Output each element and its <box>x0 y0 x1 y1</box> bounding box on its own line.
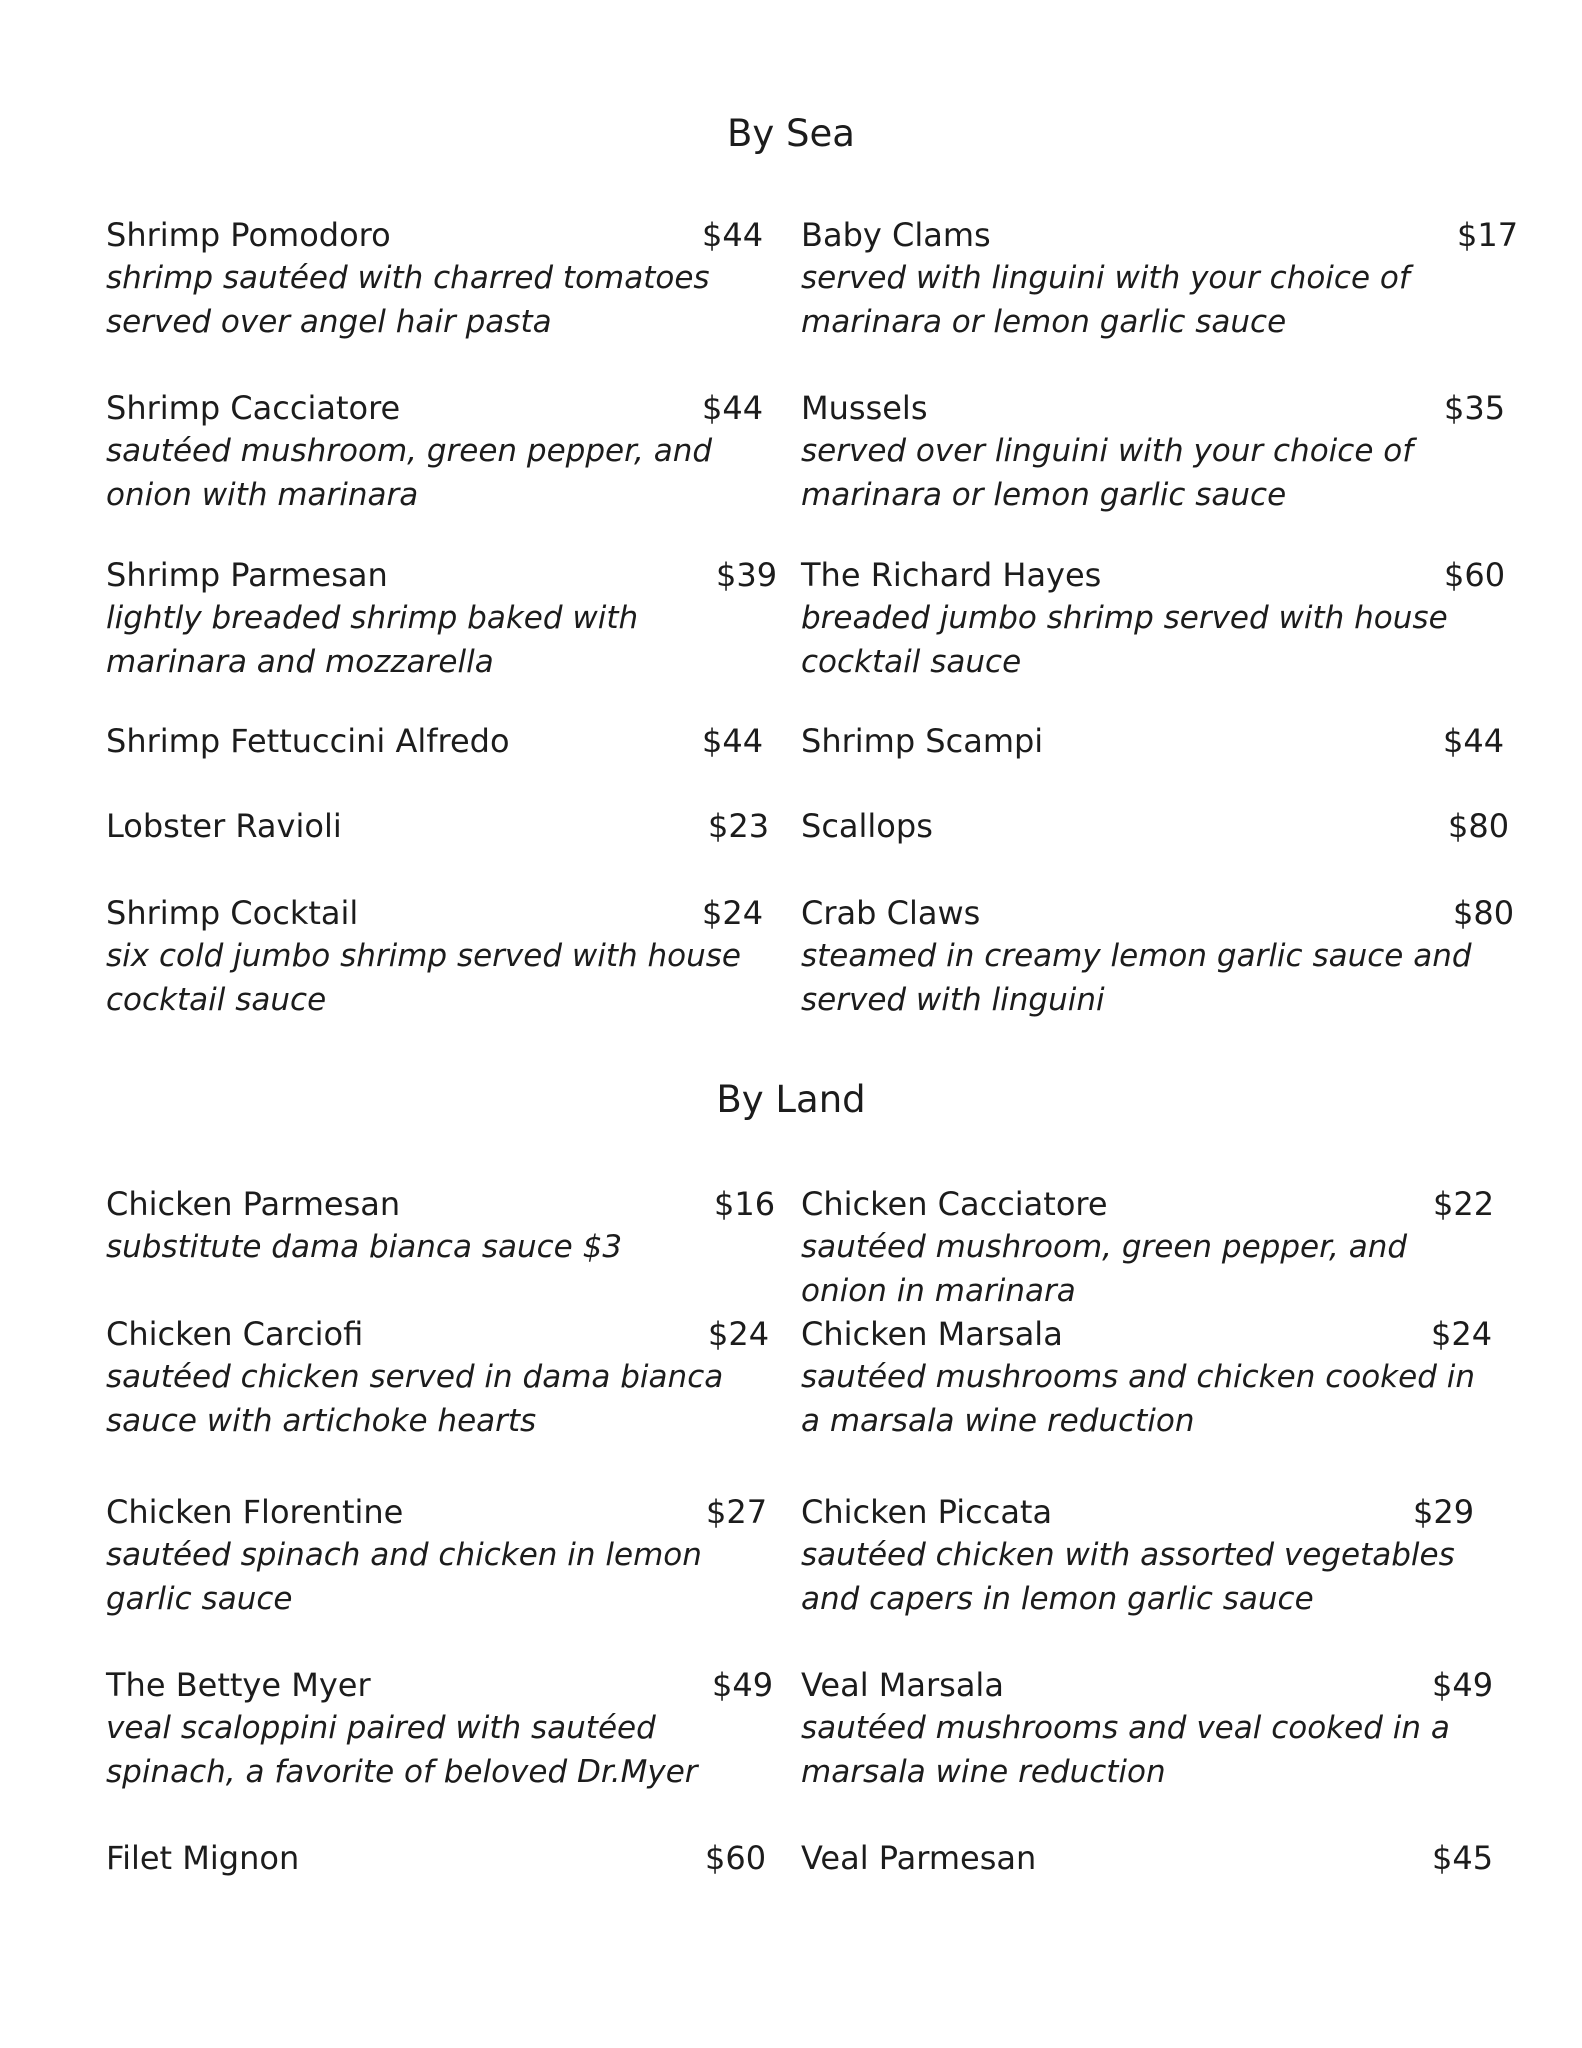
item-price: $80 <box>1448 807 1510 845</box>
menu-item-chicken-florentine <box>106 1490 796 1621</box>
menu-item-crab-claws <box>801 891 1515 1022</box>
item-name: Shrimp Parmesan <box>106 556 388 594</box>
item-price: $45 <box>1432 1839 1494 1877</box>
menu-item-veal-marsala <box>801 1663 1494 1794</box>
item-description: served with linguini <box>801 981 1105 1018</box>
item-name: Scallops <box>801 807 933 845</box>
item-name: Filet Mignon <box>106 1839 300 1877</box>
item-price: $35 <box>1444 389 1506 427</box>
item-description: breaded jumbo shrimp served with house <box>801 600 1448 636</box>
item-price: $16 <box>714 1185 776 1223</box>
item-name: Chicken Parmesan <box>106 1185 401 1223</box>
item-description: onion in marinara <box>801 1272 1076 1309</box>
item-description: shrimp sautéed with charred tomatoes <box>106 260 710 296</box>
item-name: Shrimp Pomodoro <box>106 216 391 254</box>
menu-item-scallops <box>801 804 1510 848</box>
menu-item-chicken-carciofi <box>106 1312 796 1443</box>
item-price: $39 <box>716 556 778 594</box>
item-description: a marsala wine reduction <box>801 1402 1195 1439</box>
menu-item-filet-mignon <box>106 1836 796 1880</box>
menu-item-chicken-marsala <box>801 1312 1491 1443</box>
item-name: Veal Parmesan <box>801 1839 1037 1877</box>
item-price: $60 <box>1444 556 1506 594</box>
menu-item-baby-clams <box>801 213 1519 344</box>
item-price: $49 <box>712 1666 774 1704</box>
item-description: sautéed mushroom, green pepper, and <box>801 1229 1408 1265</box>
item-price: $24 <box>702 894 764 932</box>
item-description: sautéed mushrooms and chicken cooked in <box>801 1359 1475 1395</box>
item-name: The Bettye Myer <box>106 1666 371 1704</box>
item-name: Baby Clams <box>801 216 991 254</box>
item-price: $29 <box>1413 1493 1475 1531</box>
item-description: substitute dama bianca sauce $3 <box>106 1229 623 1265</box>
item-description: sautéed mushrooms and veal cooked in a <box>801 1710 1450 1746</box>
item-name: Shrimp Cocktail <box>106 894 359 932</box>
item-name: Veal Marsala <box>801 1666 1004 1704</box>
item-price: $44 <box>702 722 764 760</box>
item-description: sautéed chicken with assorted vegetables <box>801 1537 1455 1573</box>
item-price: $23 <box>708 807 770 845</box>
item-name: Chicken Piccata <box>801 1493 1053 1531</box>
item-name: The Richard Hayes <box>801 556 1102 594</box>
item-description: cocktail sauce <box>801 643 1022 680</box>
item-description: six cold jumbo shrimp served with house <box>106 938 741 974</box>
item-price: $60 <box>705 1839 767 1877</box>
item-name: Shrimp Cacciatore <box>106 389 401 427</box>
item-name: Chicken Cacciatore <box>801 1185 1108 1223</box>
item-name: Mussels <box>801 389 928 427</box>
item-price: $80 <box>1453 894 1515 932</box>
item-description: marinara and mozzarella <box>106 643 494 680</box>
item-name: Shrimp Fettuccini Alfredo <box>106 722 510 760</box>
item-name: Lobster Ravioli <box>106 807 342 845</box>
menu-item-veal-parmesan <box>801 1836 1494 1880</box>
menu-item-mussels <box>801 386 1506 517</box>
item-name: Chicken Carciofi <box>106 1315 364 1353</box>
item-description: lightly breaded shrimp baked with <box>106 600 639 636</box>
item-description: spinach, a favorite of beloved Dr.Myer <box>106 1753 698 1790</box>
menu-item-the-bettye-myer <box>106 1663 796 1794</box>
item-description: steamed in creamy lemon garlic sauce and <box>801 938 1472 974</box>
menu-item-chicken-cacciatore <box>801 1182 1495 1313</box>
item-description: marinara or lemon garlic sauce <box>801 476 1287 513</box>
item-description: onion with marinara <box>106 476 419 513</box>
menu-item-the-richard-hayes <box>801 553 1506 684</box>
menu-item-shrimp-fettuccini-alfredo <box>106 719 796 763</box>
item-price: $24 <box>1431 1315 1493 1353</box>
item-price: $49 <box>1432 1666 1494 1704</box>
menu-item-chicken-parmesan <box>106 1182 796 1270</box>
item-description: served with linguini with your choice of <box>801 260 1410 296</box>
menu-item-shrimp-pomodoro <box>106 213 796 344</box>
item-price: $44 <box>1443 722 1505 760</box>
item-description: and capers in lemon garlic sauce <box>801 1580 1314 1617</box>
item-name: Crab Claws <box>801 894 981 932</box>
menu-item-chicken-piccata <box>801 1490 1491 1621</box>
menu-item-shrimp-cocktail <box>106 891 796 1022</box>
menu-item-shrimp-cacciatore <box>106 386 796 517</box>
item-price: $17 <box>1457 216 1519 254</box>
menu-item-lobster-ravioli <box>106 804 796 848</box>
item-description: sautéed mushroom, green pepper, and <box>106 433 713 469</box>
item-description: marinara or lemon garlic sauce <box>801 303 1287 340</box>
menu-item-shrimp-scampi <box>801 719 1505 763</box>
item-description: served over linguini with your choice of <box>801 433 1414 469</box>
item-description: veal scaloppini paired with sautéed <box>106 1710 656 1746</box>
item-description: sautéed spinach and chicken in lemon <box>106 1537 702 1573</box>
item-price: $44 <box>702 216 764 254</box>
item-description: cocktail sauce <box>106 981 327 1018</box>
section-title-sea: By Sea <box>727 112 855 155</box>
item-name: Shrimp Scampi <box>801 722 1044 760</box>
item-description: garlic sauce <box>106 1580 293 1617</box>
menu-item-shrimp-parmesan <box>106 553 796 684</box>
item-description: sauce with artichoke hearts <box>106 1402 537 1439</box>
item-description: served over angel hair pasta <box>106 303 552 340</box>
section-title-land: By Land <box>716 1078 866 1121</box>
item-price: $44 <box>702 389 764 427</box>
item-description: marsala wine reduction <box>801 1753 1166 1790</box>
item-price: $27 <box>706 1493 768 1531</box>
item-price: $22 <box>1433 1185 1495 1223</box>
item-description: sautéed chicken served in dama bianca <box>106 1359 724 1395</box>
item-name: Chicken Florentine <box>106 1493 404 1531</box>
item-name: Chicken Marsala <box>801 1315 1063 1353</box>
item-price: $24 <box>708 1315 770 1353</box>
